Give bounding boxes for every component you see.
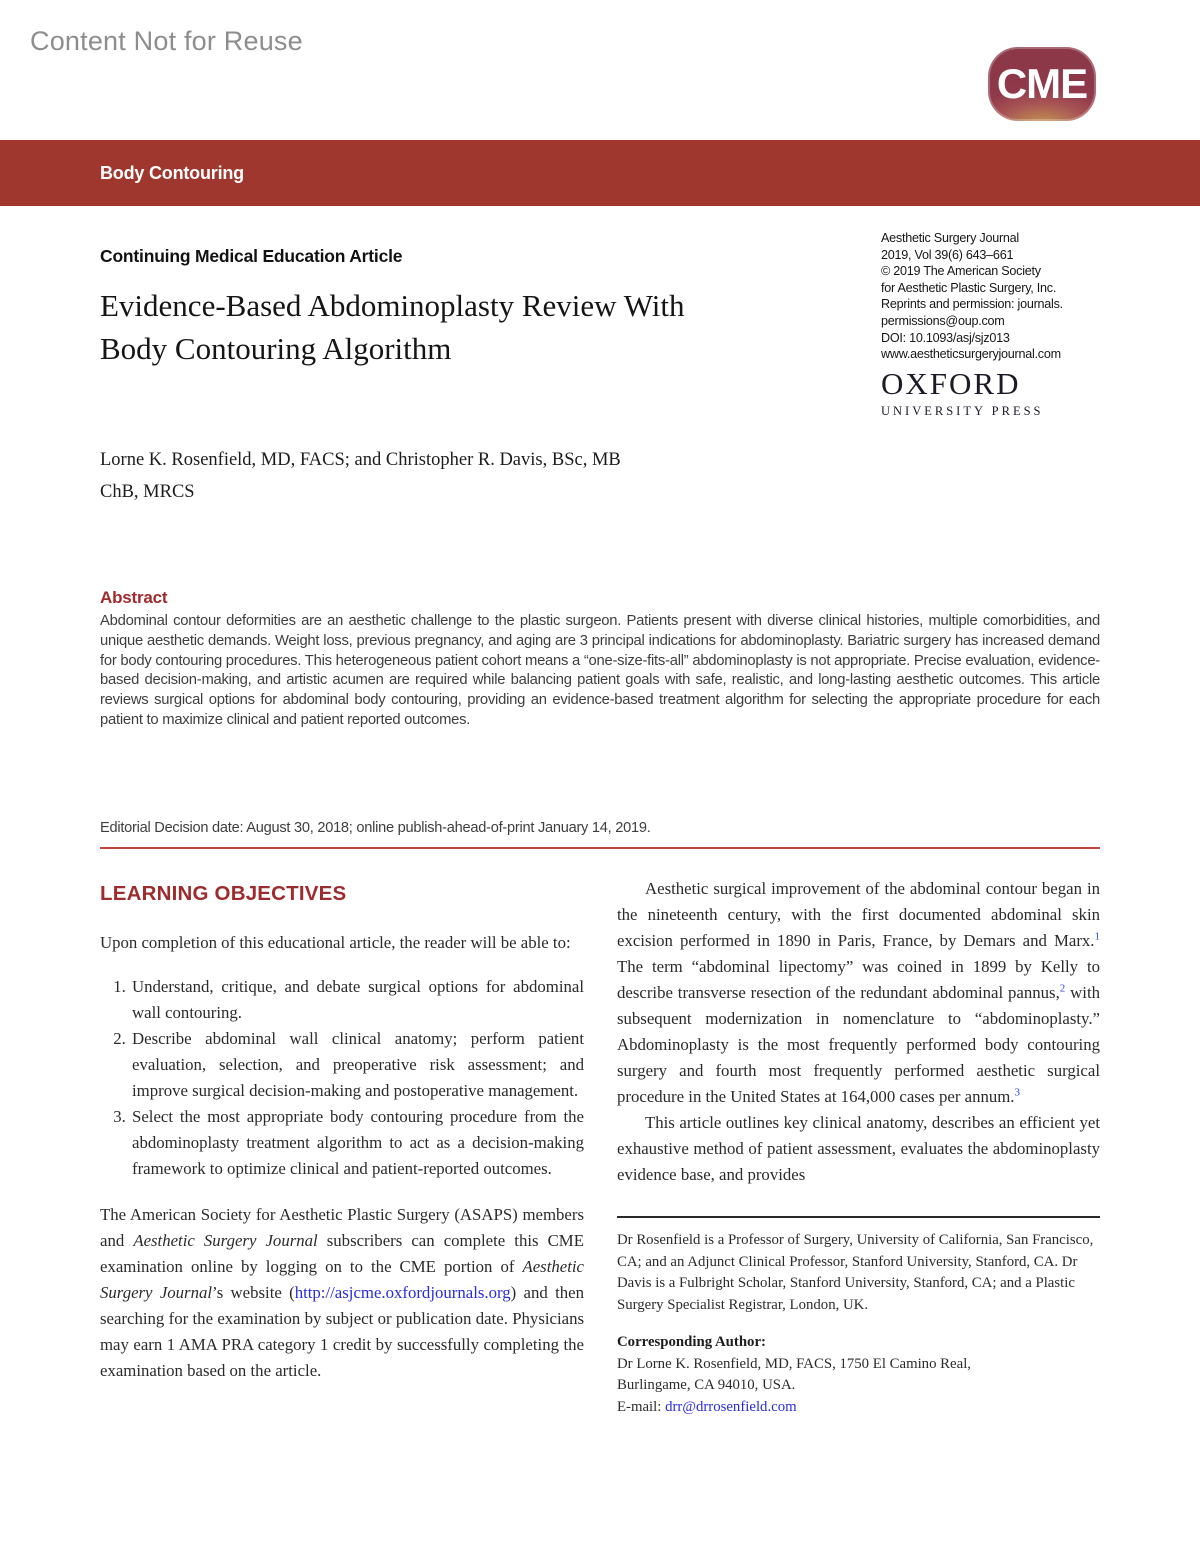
- publisher-subtitle: UNIVERSITY PRESS: [881, 404, 1044, 418]
- abstract-body: Abdominal contour deformities are an aesthetic challenge to the plastic surgeon. Patients present with diverse clinical histories, multiple comorbidities, and unique aesthetic demands. Weight loss, previous pregnancy, and aging are 3 principal indications for abdominoplasty. Bariatric surgery has increased demand for body contouring procedures. This heterogeneous patient cohort means a “one-size-fits-all” abdominoplasty is not appropriate. Precise evaluation, evidence-based decision-making, and artistic acumen are required while balancing patient goals with safe, realistic, and long-lasting aesthetic outcomes. This article reviews surgical options for abdominal body contouring, providing an evidence-based treatment algorithm for selecting the appropriate procedure for each patient to maximize clinical and patient reported outcomes.: [100, 613, 1100, 728]
- text-segment: ) and then searching for the examination by subject or publication date. Physicians may earn 1 AMA PRA category 1 credit by successfully completing the examination based on the article.: [100, 1283, 584, 1380]
- corresponding-author-line2: Burlingame, CA 94010, USA.: [617, 1377, 796, 1393]
- red-divider: [100, 847, 1100, 849]
- learning-objectives-list: [100, 974, 584, 1182]
- learning-objective-item: 1. Understand, critique, and debate surgical options for abdominal wall contouring.: [130, 974, 584, 1026]
- cme-badge-label: CME: [996, 60, 1088, 107]
- journal-doi: DOI: 10.1093/asj/sjz013: [881, 330, 1010, 345]
- intro-paragraph-2: This article outlines key clinical anatomy, describes an efficient yet exhaustive method of patient assessment, evaluates the abdominoplasty evidence base, and provides: [617, 1113, 1100, 1184]
- right-column: [617, 864, 1101, 1415]
- corresponding-author-label: Corresponding Author:: [617, 1334, 766, 1350]
- editorial-decision-note: Editorial Decision date: August 30, 2018; online publish-ahead-of-print January 14, 2019.: [100, 820, 651, 836]
- left-column: [100, 864, 584, 1384]
- journal-reprints-1: Reprints and permission: journals.: [881, 297, 1063, 312]
- cme-badge-icon: [988, 47, 1096, 121]
- text-link[interactable]: http://asjcme.oxfordjournals.org: [294, 1283, 511, 1302]
- text-segment: subscribers can complete this CME examination online by logging on to the CME portion of: [100, 1231, 584, 1276]
- text-segment: The term “abdominal lipectomy” was coined in 1899 by Kelly to describe transverse resection of the redundant abdominal pannus,: [617, 957, 1100, 1002]
- italic-text: Aesthetic Surgery Journal: [100, 1257, 584, 1302]
- footnote-divider: [617, 1216, 1100, 1218]
- journal-url: www.aestheticsurgeryjournal.com: [881, 347, 1061, 362]
- journal-volume: 2019, Vol 39(6) 643–661: [881, 247, 1014, 262]
- text-segment: ’s website (: [212, 1283, 295, 1302]
- learning-objective-item: 2. Describe abdominal wall clinical anatomy; perform patient evaluation, selection, and preoperative risk assessment; and improve surgical decision-making and postoperative management.: [130, 1026, 584, 1104]
- author-affiliations: Dr Rosenfield is a Professor of Surgery, University of California, San Francisco, CA; and an Adjunct Clinical Professor, Stanford University, Stanford, CA. Dr Davis is a Fulbright Scholar, Stanford University, Stanford, CA; and a Plastic Surgery Specialist Registrar, London, UK.: [617, 1232, 1094, 1313]
- section-banner: [0, 140, 1200, 206]
- intro-paragraph-1: [617, 876, 1100, 1110]
- learning-objectives-heading: LEARNING OBJECTIVES: [100, 882, 347, 905]
- reference-superscript[interactable]: 1: [1094, 930, 1100, 943]
- abstract-heading: Abstract: [100, 588, 168, 607]
- email-label: E-mail:: [617, 1398, 666, 1415]
- article-title: [100, 284, 880, 370]
- journal-metadata: [881, 230, 1100, 363]
- cme-exam-paragraph: [100, 1202, 584, 1384]
- publisher-logo: [881, 366, 1100, 419]
- reference-superscript[interactable]: 3: [1014, 1086, 1021, 1099]
- corresponding-author-email-row: [617, 1397, 1100, 1419]
- article-kicker: Continuing Medical Education Article: [100, 246, 403, 266]
- journal-reprints-2: permissions@oup.com: [881, 313, 1005, 328]
- text-segment: Aesthetic surgical improvement of the abdominal contour began in the nineteenth century, with the first documented abdominal skin excision performed in 1890 in Paris, France, by Demars and Marx.: [617, 879, 1100, 950]
- learning-objectives-intro: Upon completion of this educational article, the reader will be able to:: [100, 933, 571, 952]
- two-column-body: [100, 864, 1100, 1563]
- email-link[interactable]: drr@drrosenfield.com: [665, 1398, 797, 1415]
- footnote-block: [617, 1216, 1100, 1418]
- italic-text: Aesthetic Surgery Journal: [133, 1231, 318, 1250]
- article-title-line2: Body Contouring Algorithm: [100, 331, 452, 366]
- journal-name: Aesthetic Surgery Journal: [881, 231, 1019, 245]
- text-segment: The American Society for Aesthetic Plastic Surgery (ASAPS) members and: [100, 1205, 584, 1250]
- watermark-text: Content Not for Reuse: [30, 26, 303, 56]
- learning-objective-item: 3. Select the most appropriate body contouring procedure from the abdominoplasty treatment algorithm to act as a decision-making framework to optimize clinical and patient-reported outcomes.: [130, 1104, 584, 1182]
- author-line2: ChB, MRCS: [100, 482, 195, 502]
- reference-superscript[interactable]: 2: [1059, 982, 1066, 995]
- publisher-name: OXFORD: [881, 366, 1021, 401]
- journal-copyright-2: for Aesthetic Plastic Surgery, Inc.: [881, 280, 1057, 295]
- corresponding-author-line1: Dr Lorne K. Rosenfield, MD, FACS, 1750 El Camino Real,: [617, 1355, 971, 1372]
- author-list: [100, 444, 860, 508]
- journal-copyright-1: © 2019 The American Society: [881, 264, 1041, 279]
- section-banner-label: Body Contouring: [100, 163, 244, 183]
- text-segment: with subsequent modernization in nomenclature to “abdominoplasty.” Abdominoplasty is the most frequently performed body contouring surgery and fourth most frequently performed aesthetic surgical procedure in the United States at 164,000 cases per annum.: [617, 983, 1101, 1106]
- author-line1: Lorne K. Rosenfield, MD, FACS; and Christopher R. Davis, BSc, MB: [100, 450, 621, 470]
- article-title-line1: Evidence-Based Abdominoplasty Review With: [100, 288, 685, 323]
